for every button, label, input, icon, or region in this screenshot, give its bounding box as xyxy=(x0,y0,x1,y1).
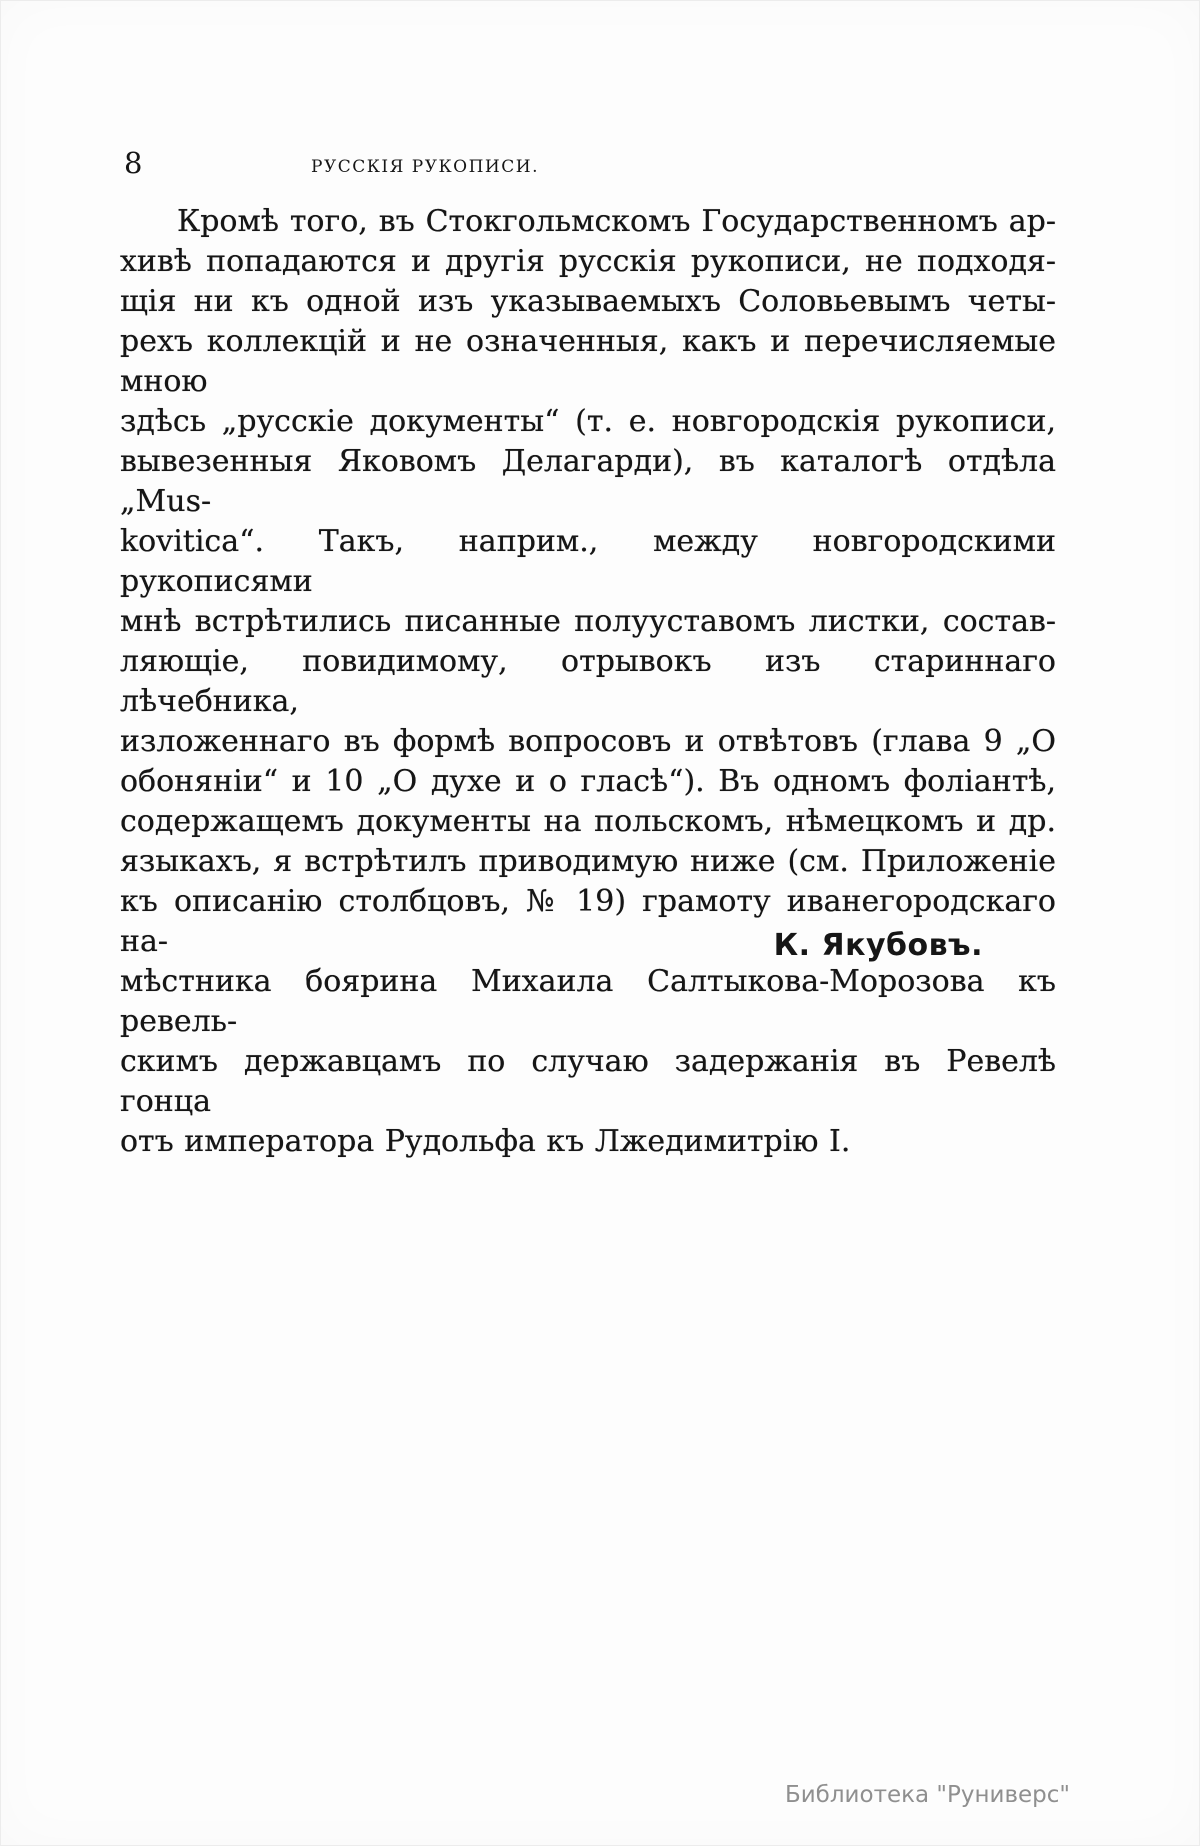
text-line: щія ни къ одной изъ указываемыхъ Соловьевымъ четы- xyxy=(120,284,1056,319)
library-watermark: Библиотека "Руниверс" xyxy=(784,1782,1070,1808)
running-head-title: РУССКІЯ РУКОПИСИ. xyxy=(311,157,539,177)
text-line: скимъ державцамъ по случаю задержанія въ Ревелѣ гонца xyxy=(120,1044,1056,1119)
author-signature: К. Якубовъ. xyxy=(773,928,983,963)
text-line: вывезенныя Яковомъ Делагарди), въ каталогѣ отдѣла „Mus- xyxy=(120,444,1056,519)
text-line: отъ императора Рудольфа къ Лжедимитрію I. xyxy=(120,1124,851,1159)
text-line: къ описанію столбцовъ, № 19) грамоту иванегородскаго на- xyxy=(120,884,1056,959)
text-line: содержащемъ документы на польскомъ, нѣмецкомъ и др. xyxy=(120,804,1056,839)
text-line: обоняніи“ и 10 „О духе и о гласѣ“). Въ одномъ фоліантѣ, xyxy=(120,764,1056,799)
text-line: рехъ коллекцій и не означенныя, какъ и перечисляемые мною xyxy=(120,324,1056,399)
page-number: 8 xyxy=(124,146,143,180)
text-line: kovitica“. Такъ, наприм., между новгородскими рукописями xyxy=(120,524,1056,599)
text-line: хивѣ попадаются и другія русскія рукописи, не подходя- xyxy=(120,244,1056,279)
text-line: мѣстника боярина Михаила Салтыкова-Морозова къ ревель- xyxy=(120,964,1056,1039)
text-line: языкахъ, я встрѣтилъ приводимую ниже (см. Приложеніе xyxy=(120,844,1056,879)
text-line: изложеннаго въ формѣ вопросовъ и отвѣтовъ (глава 9 „О xyxy=(120,724,1056,759)
text-line: мнѣ встрѣтились писанные полууставомъ листки, состав- xyxy=(120,604,1056,639)
text-line: ляющіе, повидимому, отрывокъ изъ стариннаго лѣчебника, xyxy=(120,644,1056,719)
paragraph xyxy=(120,202,1056,1162)
text-line: здѣсь „русскіе документы“ (т. е. новгородскія рукописи, xyxy=(120,404,1056,439)
text-line: Кромѣ того, въ Стокгольмскомъ Государственномъ ар- xyxy=(177,204,1056,239)
